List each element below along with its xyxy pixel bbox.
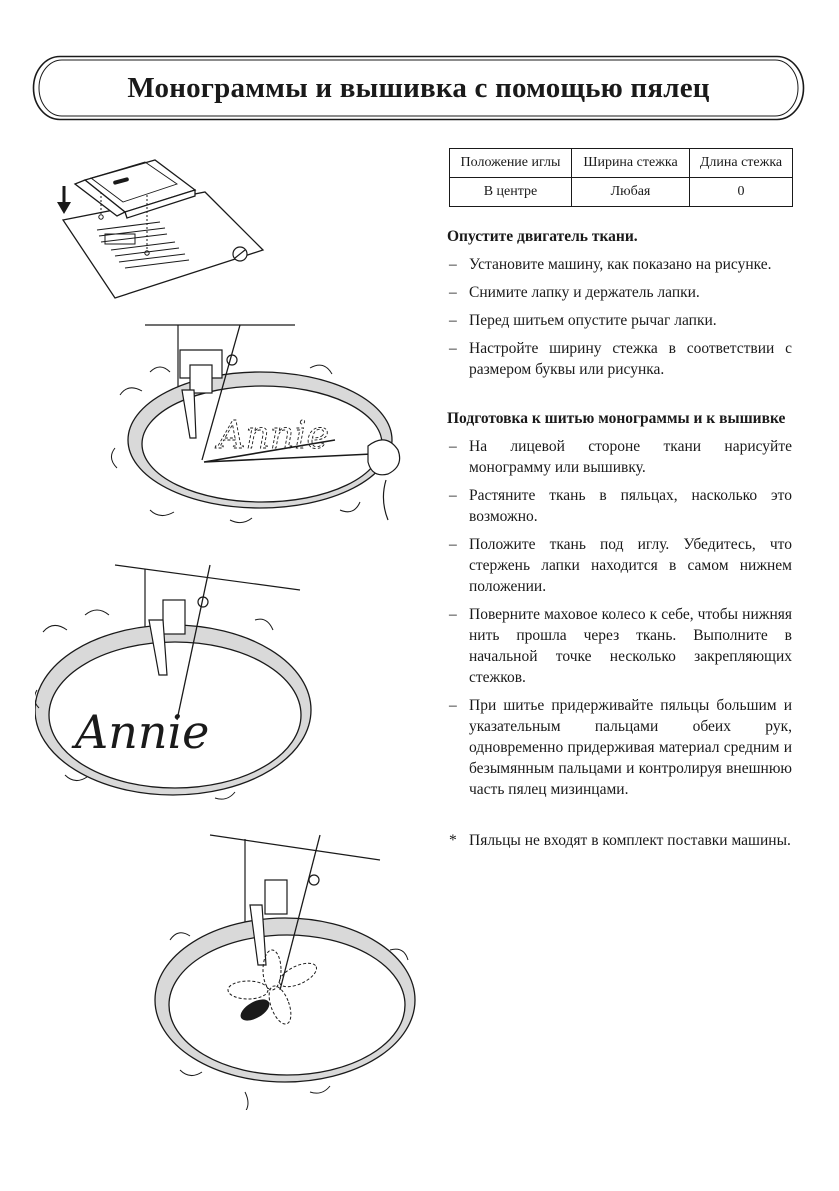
section2-heading: Подготовка к шитью монограммы и к вышивке xyxy=(447,410,786,427)
table-cell: В центре xyxy=(450,178,572,207)
table-cell: Любая xyxy=(572,178,690,207)
list-item: – На лицевой стороне ткани нарисуйте монограмму или вышивку. xyxy=(447,436,792,478)
table-header-row xyxy=(450,149,793,178)
section1-heading: Опустите двигатель ткани. xyxy=(447,228,638,245)
footnote-text: Пяльцы не входят в комплект поставки машины. xyxy=(469,832,791,849)
hoop-illustration-2 xyxy=(35,560,335,805)
list-item: – Положите ткань под иглу. Убедитесь, что стержень лапки находится в самом нижнем положении. xyxy=(447,534,792,597)
footnote-marker: * xyxy=(449,832,457,849)
section1-list xyxy=(447,254,792,380)
list-item: – Снимите лапку и держатель лапки. xyxy=(447,282,792,303)
hoop-illustration-3 xyxy=(150,830,420,1110)
page-title: Монограммы и вышивка с помощью пялец xyxy=(127,71,710,104)
hoop-illustration-1 xyxy=(110,320,415,525)
table-cell: 0 xyxy=(690,178,793,207)
feed-cover-illustration xyxy=(55,150,270,300)
section2-list xyxy=(447,436,792,800)
settings-table xyxy=(449,148,793,207)
list-item: – Установите машину, как показано на рисунке. xyxy=(447,254,792,275)
list-item: – Растяните ткань в пяльцах, насколько это возможно. xyxy=(447,485,792,527)
list-item: – Настройте ширину стежка в соответствии с размером буквы или рисунка. xyxy=(447,338,792,380)
title-banner xyxy=(32,55,805,121)
list-item: – Перед шитьем опустите рычаг лапки. xyxy=(447,310,792,331)
footnote xyxy=(447,830,792,851)
table-header-cell: Ширина стежка xyxy=(572,149,690,178)
table-header-cell: Положение иглы xyxy=(450,149,572,178)
annie-outline-text: Annie xyxy=(218,413,330,457)
annie-stitched-text: Annie xyxy=(75,705,210,759)
list-item: – Поверните маховое колесо к себе, чтобы нижняя нить прошла через ткань. Выполните в начальной точке несколько закрепляющих стежков. xyxy=(447,604,792,688)
list-item: – При шитье придерживайте пяльцы большим и указательным пальцами обеих рук, одновременно придерживая материал средним и безымянным пальцами и контролируя внешнюю часть пялец мизинцами. xyxy=(447,695,792,800)
table-row xyxy=(450,178,793,207)
table-header-cell: Длина стежка xyxy=(690,149,793,178)
instructions-column xyxy=(447,226,792,851)
